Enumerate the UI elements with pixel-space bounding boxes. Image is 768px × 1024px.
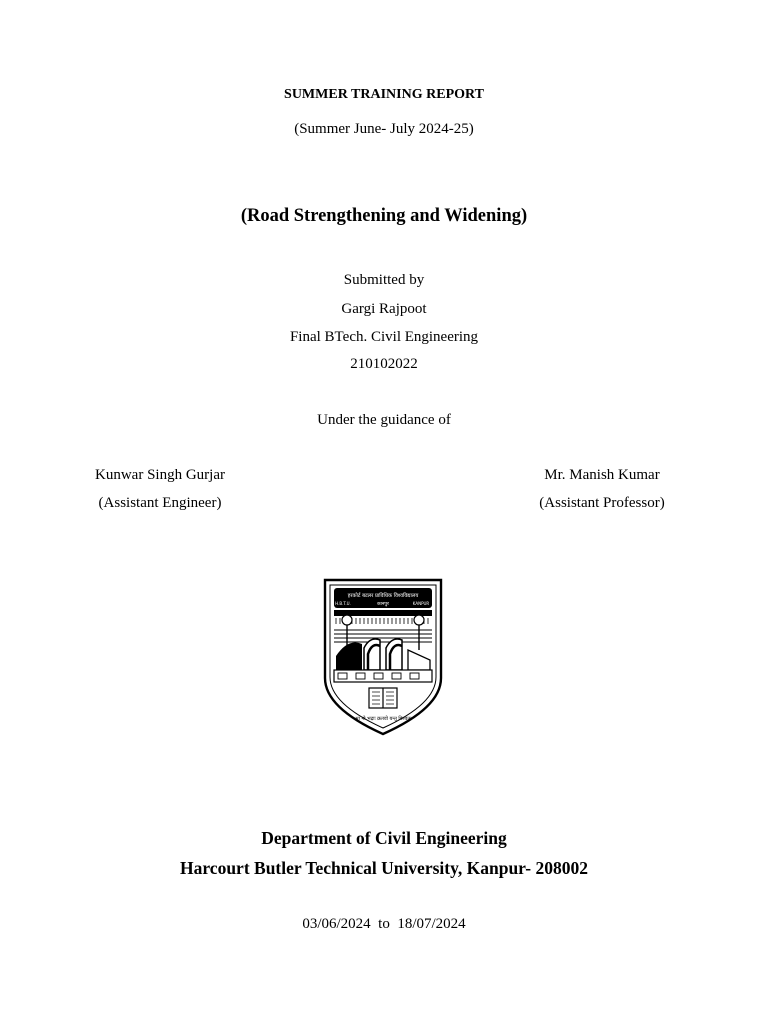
guide-1-name: Kunwar Singh Gurjar <box>95 467 225 483</box>
student-program: Final BTech. Civil Engineering <box>289 329 479 345</box>
department-name: Department of Civil Engineering <box>261 828 507 848</box>
period-end: 18/07/2024 <box>397 916 466 932</box>
guide-2-name: Mr. Manish Kumar <box>544 467 660 483</box>
guide-1-designation: (Assistant Engineer) <box>98 495 222 511</box>
guidance-label: Under the guidance of <box>317 412 451 428</box>
emblem-top-text: हरकोर्ट बटलर प्राविधिक विश्वविद्यालय <box>347 593 419 599</box>
university-name: Harcourt Butler Technical University, Kanpur- 208002 <box>179 858 589 878</box>
period-separator: to <box>378 916 390 932</box>
guide-2-designation: (Assistant Professor) <box>539 495 665 511</box>
student-roll-number: 210102022 <box>350 356 418 372</box>
emblem-right-tag: KANPUR <box>412 601 430 606</box>
report-session: (Summer June- July 2024-25) <box>294 121 474 137</box>
emblem-sub-text: कानपुर <box>377 602 389 607</box>
report-title: (Road Strengthening and Widening) <box>240 206 528 226</box>
emblem-shield-icon <box>322 578 444 736</box>
training-period <box>0 916 768 933</box>
emblem-motto: आ नो भद्राः क्रतवो यन्तु विश्वतः <box>354 716 412 722</box>
period-start: 03/06/2024 <box>302 916 371 932</box>
emblem-left-tag: H.B.T.U. <box>335 601 351 606</box>
report-heading: SUMMER TRAINING REPORT <box>284 87 484 102</box>
student-name: Gargi Rajpoot <box>341 301 427 317</box>
university-emblem <box>322 578 444 736</box>
submitted-by-label: Submitted by <box>343 272 425 288</box>
